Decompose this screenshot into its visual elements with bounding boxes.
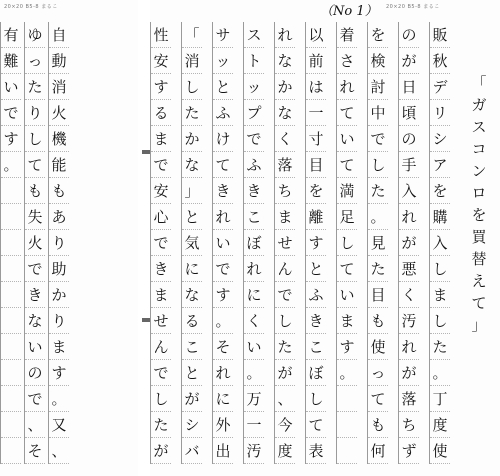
grid-cell: を (430, 178, 450, 204)
grid-cell: た (182, 100, 202, 126)
grid-cell: と (213, 74, 233, 100)
grid-cell: 万 (244, 386, 264, 412)
grid-cell: き (213, 178, 233, 204)
grid-cell: そ (25, 438, 45, 464)
grid-cell: 、 (49, 438, 69, 464)
grid-cell: す (151, 74, 171, 100)
grid-cell: は (306, 74, 326, 100)
grid-cell: 自 (49, 22, 69, 48)
grid-cell: を (368, 22, 388, 48)
essay-title-char: え (471, 272, 487, 290)
grid-cell: 。 (368, 204, 388, 230)
grid-cell: と (182, 204, 202, 230)
grid-cell: 目 (306, 152, 326, 178)
grid-cell: 能 (49, 152, 69, 178)
grid-cell: る (151, 100, 171, 126)
grid-cell: リ (430, 100, 450, 126)
grid-cell: 購 (430, 204, 450, 230)
grid-cell: 使 (368, 334, 388, 360)
grid-cell: シ (182, 412, 202, 438)
grid-cell: た (151, 412, 171, 438)
grid-cell: 機 (49, 126, 69, 152)
grid-cell: し (430, 308, 450, 334)
grid-cell (1, 360, 21, 386)
grid-cell: っ (368, 360, 388, 386)
grid-cell: こ (244, 204, 264, 230)
grid-cell: 度 (430, 412, 450, 438)
grid-cell: が (399, 230, 419, 256)
grid-cell: す (306, 230, 326, 256)
grid-cell: こ (306, 334, 326, 360)
grid-cell: て (337, 100, 357, 126)
grid-cell: の (399, 126, 419, 152)
grid-cell: 安 (151, 48, 171, 74)
manuscript-column (24, 22, 45, 464)
grid-cell: し (25, 126, 45, 152)
grid-cell: で (151, 360, 171, 386)
manuscript-column (48, 22, 69, 464)
grid-cell: 気 (182, 230, 202, 256)
grid-cell: 「 (182, 22, 202, 48)
grid-cell: た (25, 74, 45, 100)
grid-cell: 動 (49, 48, 69, 74)
grid-cell: し (151, 386, 171, 412)
grid-cell: 満 (337, 178, 357, 204)
grid-cell: も (25, 178, 45, 204)
grid-cell: そ (213, 334, 233, 360)
grid-cell: 秋 (430, 48, 450, 74)
grid-cell: が (151, 438, 171, 464)
grid-cell: 入 (399, 178, 419, 204)
grid-cell: 火 (25, 230, 45, 256)
manuscript-column (212, 22, 233, 464)
grid-cell: 。 (1, 152, 21, 178)
grid-cell: か (275, 74, 295, 100)
grid-cell: た (430, 334, 450, 360)
grid-cell: て (213, 152, 233, 178)
grid-cell: を (306, 178, 326, 204)
grid-cell: ッ (244, 74, 264, 100)
essay-title-char: 「 (471, 74, 487, 92)
grid-cell: 消 (49, 74, 69, 100)
grid-cell: で (25, 386, 45, 412)
grid-cell: が (275, 360, 295, 386)
manuscript-column (150, 22, 171, 464)
grid-cell: ち (275, 178, 295, 204)
grid-cell: 見 (368, 230, 388, 256)
grid-cell: 安 (151, 178, 171, 204)
grid-cell: る (182, 308, 202, 334)
grid-cell: 出 (213, 438, 233, 464)
grid-cell: と (182, 360, 202, 386)
grid-cell: き (151, 256, 171, 282)
grid-cell (1, 334, 21, 360)
grid-cell: し (306, 386, 326, 412)
grid-cell: 落 (399, 386, 419, 412)
manuscript-column (181, 22, 202, 464)
grid-cell: ま (430, 282, 450, 308)
grid-cell: 日 (399, 74, 419, 100)
grid-cell: ま (49, 334, 69, 360)
grid-cell (337, 438, 357, 464)
grid-cell: も (49, 178, 69, 204)
grid-cell (1, 438, 21, 464)
grid-cell: 又 (49, 412, 69, 438)
grid-cell: く (244, 308, 264, 334)
grid-cell: 、 (275, 386, 295, 412)
page-header: 20×20 B5-8 まるこ (386, 4, 440, 10)
grid-cell: と (306, 256, 326, 282)
grid-cell: し (182, 74, 202, 100)
grid-cell: ん (275, 256, 295, 282)
grid-cell: し (337, 230, 357, 256)
grid-cell: な (275, 48, 295, 74)
grid-cell (1, 386, 21, 412)
grid-cell: ま (151, 282, 171, 308)
grid-cell: ま (337, 308, 357, 334)
grid-cell: 入 (430, 230, 450, 256)
grid-cell: 何 (368, 438, 388, 464)
grid-cell: バ (182, 438, 202, 464)
grid-cell: 外 (213, 412, 233, 438)
grid-cell: デ (430, 74, 450, 100)
grid-cell: ぼ (244, 230, 264, 256)
grid-cell: て (337, 256, 357, 282)
grid-cell: ふ (244, 152, 264, 178)
grid-cell: 一 (306, 100, 326, 126)
grid-cell: か (49, 282, 69, 308)
grid-cell: で (244, 126, 264, 152)
grid-cell: 。 (213, 308, 233, 334)
grid-cell: が (182, 386, 202, 412)
page-number: （No 1） (320, 4, 378, 19)
grid-cell: の (25, 360, 45, 386)
grid-cell: す (1, 126, 21, 152)
grid-cell: て (368, 386, 388, 412)
grid-cell (1, 230, 21, 256)
left-manuscript-page (0, 0, 138, 476)
grid-cell (1, 308, 21, 334)
grid-cell: っ (25, 48, 45, 74)
grid-cell: 前 (306, 48, 326, 74)
grid-cell: 難 (1, 48, 21, 74)
grid-cell (1, 282, 21, 308)
grid-cell: あ (49, 204, 69, 230)
grid-cell (337, 386, 357, 412)
manuscript-column (336, 22, 357, 464)
essay-title-char: ロ (471, 184, 487, 202)
grid-cell: も (368, 308, 388, 334)
grid-cell: い (244, 334, 264, 360)
grid-cell: れ (399, 334, 419, 360)
grid-cell: 手 (399, 152, 419, 178)
essay-title-char: を (471, 206, 487, 224)
grid-cell: ち (399, 412, 419, 438)
grid-cell (1, 256, 21, 282)
page-header: 20×20 B5-8 まるこ (4, 4, 58, 10)
grid-cell: ぼ (306, 360, 326, 386)
essay-title (466, 72, 492, 336)
grid-cell: で (368, 126, 388, 152)
grid-cell: か (182, 126, 202, 152)
grid-cell: サ (213, 22, 233, 48)
grid-cell: 」 (182, 178, 202, 204)
grid-cell: で (151, 152, 171, 178)
grid-cell: た (368, 178, 388, 204)
grid-cell: 。 (244, 360, 264, 386)
essay-title-char: 」 (471, 316, 487, 334)
grid-cell: 寸 (306, 126, 326, 152)
grid-cell: で (151, 230, 171, 256)
essay-title-char: 替 (471, 250, 487, 268)
essay-title-char: ン (471, 162, 487, 180)
grid-cell: ふ (213, 100, 233, 126)
grid-cell: す (337, 334, 357, 360)
grid-cell: し (430, 256, 450, 282)
grid-cell: れ (213, 204, 233, 230)
grid-cell: 一 (244, 412, 264, 438)
essay-title-char: 買 (471, 228, 487, 246)
grid-cell: り (49, 308, 69, 334)
manuscript-column (243, 22, 264, 464)
grid-cell: れ (399, 204, 419, 230)
grid-cell: 心 (151, 204, 171, 230)
manuscript-column (367, 22, 388, 464)
grid-cell: 。 (337, 360, 357, 386)
grid-cell: な (182, 282, 202, 308)
grid-cell: 失 (25, 204, 45, 230)
manuscript-column (429, 22, 450, 464)
grid-cell: ア (430, 152, 450, 178)
grid-cell: こ (182, 334, 202, 360)
grid-cell: れ (337, 74, 357, 100)
grid-cell: ず (399, 438, 419, 464)
grid-cell: 汚 (399, 308, 419, 334)
grid-cell: き (306, 308, 326, 334)
grid-cell: す (213, 282, 233, 308)
grid-cell: に (182, 256, 202, 282)
grid-cell (1, 412, 21, 438)
grid-cell: い (337, 126, 357, 152)
grid-cell: せ (275, 230, 295, 256)
grid-cell: 落 (275, 152, 295, 178)
grid-cell: 丁 (430, 386, 450, 412)
grid-cell: れ (213, 360, 233, 386)
grid-cell: 表 (306, 438, 326, 464)
grid-cell: り (49, 230, 69, 256)
grid-cell: 火 (49, 100, 69, 126)
grid-cell: 汚 (244, 438, 264, 464)
grid-cell: で (275, 282, 295, 308)
grid-cell: き (244, 178, 264, 204)
manuscript-column (398, 22, 419, 464)
grid-cell: で (1, 100, 21, 126)
grid-cell: 頃 (399, 100, 419, 126)
grid-cell: く (399, 282, 419, 308)
grid-cell: 悪 (399, 256, 419, 282)
grid-cell: 足 (337, 204, 357, 230)
manuscript-column (0, 22, 21, 464)
grid-cell: 度 (275, 438, 295, 464)
grid-cell: で (25, 256, 45, 282)
grid-cell: 販 (430, 22, 450, 48)
manuscript-column (305, 22, 326, 464)
grid-cell: が (399, 48, 419, 74)
grid-cell: 離 (306, 204, 326, 230)
grid-cell: が (399, 360, 419, 386)
grid-cell: ふ (306, 282, 326, 308)
grid-cell: け (213, 126, 233, 152)
grid-cell: 使 (430, 438, 450, 464)
grid-cell: の (399, 22, 419, 48)
grid-cell: な (25, 308, 45, 334)
grid-cell: た (368, 256, 388, 282)
grid-cell: 。 (430, 360, 450, 386)
grid-cell: ん (151, 334, 171, 360)
grid-cell: シ (430, 126, 450, 152)
grid-cell: 検 (368, 48, 388, 74)
grid-cell: 以 (306, 22, 326, 48)
grid-cell: 。 (49, 386, 69, 412)
grid-cell: く (275, 126, 295, 152)
grid-cell: い (213, 230, 233, 256)
grid-cell: 目 (368, 282, 388, 308)
essay-title-char: て (471, 294, 487, 312)
grid-cell (1, 178, 21, 204)
grid-cell: 今 (275, 412, 295, 438)
grid-cell: い (337, 282, 357, 308)
essay-title-char: ガ (471, 96, 487, 114)
grid-cell: れ (275, 22, 295, 48)
grid-cell: ッ (213, 48, 233, 74)
grid-cell: ト (244, 48, 264, 74)
grid-cell: 性 (151, 22, 171, 48)
grid-cell: ゆ (25, 22, 45, 48)
grid-cell: さ (337, 48, 357, 74)
grid-cell: 着 (337, 22, 357, 48)
grid-cell: に (213, 386, 233, 412)
grid-cell: ス (244, 22, 264, 48)
grid-cell: 中 (368, 100, 388, 126)
grid-cell: も (368, 412, 388, 438)
grid-cell: て (306, 412, 326, 438)
grid-cell (1, 204, 21, 230)
grid-cell (337, 412, 357, 438)
grid-cell: プ (244, 100, 264, 126)
grid-cell: に (244, 282, 264, 308)
grid-cell: で (213, 256, 233, 282)
grid-cell: い (1, 74, 21, 100)
grid-cell: た (275, 334, 295, 360)
grid-cell: し (275, 308, 295, 334)
grid-cell: い (25, 334, 45, 360)
grid-cell: せ (151, 308, 171, 334)
grid-cell: す (49, 360, 69, 386)
grid-cell: れ (244, 256, 264, 282)
manuscript-column (274, 22, 295, 464)
grid-cell: な (275, 100, 295, 126)
grid-cell: ま (151, 126, 171, 152)
grid-cell: て (25, 152, 45, 178)
grid-cell: し (368, 152, 388, 178)
essay-title-char: ス (471, 118, 487, 136)
grid-cell: き (25, 282, 45, 308)
grid-cell: 討 (368, 74, 388, 100)
grid-cell: な (182, 152, 202, 178)
grid-cell: て (337, 152, 357, 178)
essay-title-char: コ (471, 140, 487, 158)
right-manuscript-page (150, 0, 500, 476)
grid-cell: ま (275, 204, 295, 230)
grid-cell: 有 (1, 22, 21, 48)
grid-cell: 消 (182, 48, 202, 74)
grid-cell: 助 (49, 256, 69, 282)
grid-cell: り (25, 100, 45, 126)
grid-cell: 、 (25, 412, 45, 438)
